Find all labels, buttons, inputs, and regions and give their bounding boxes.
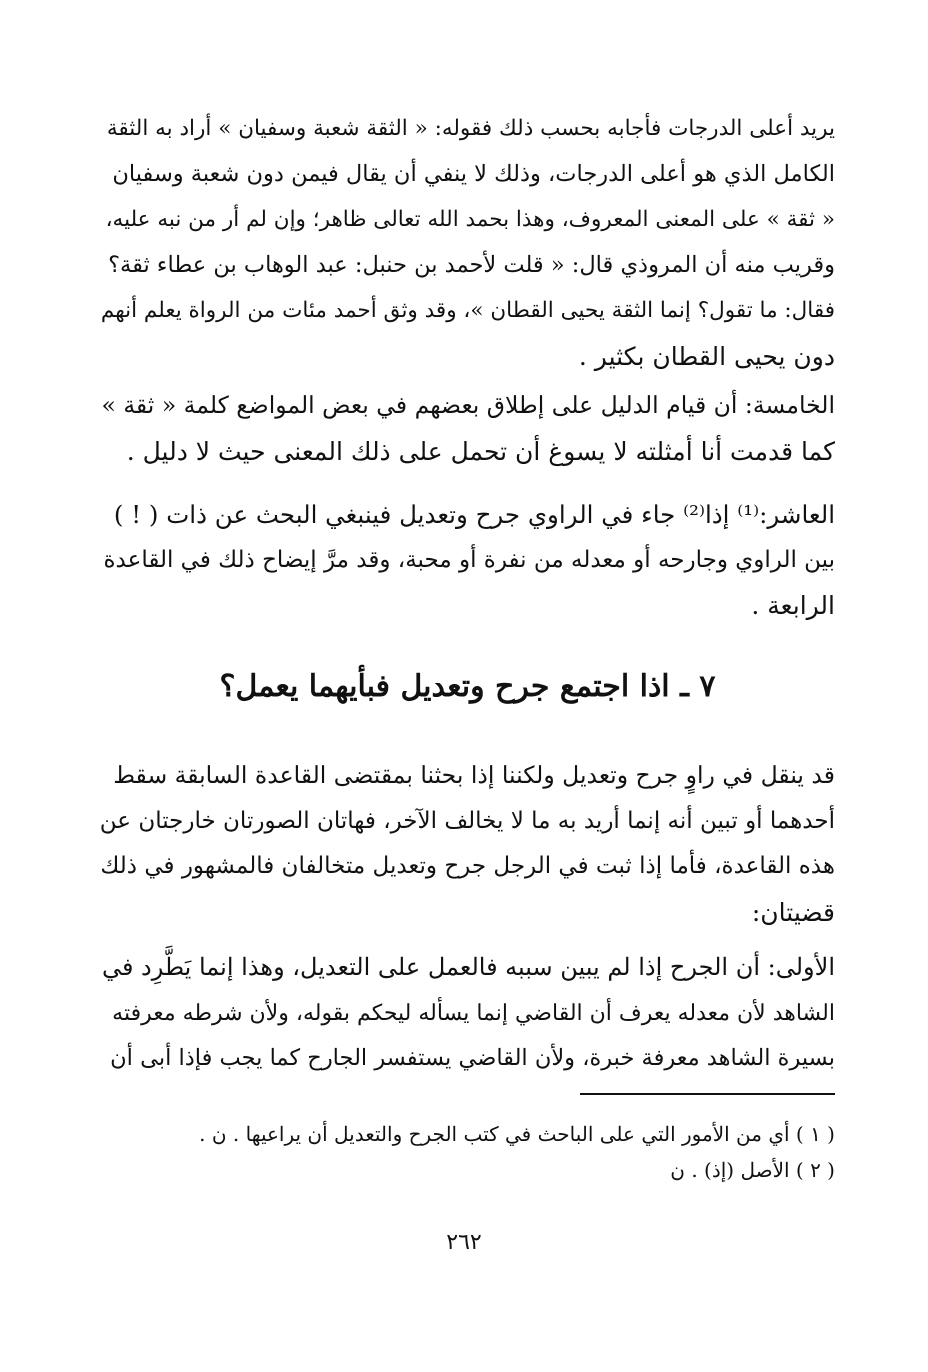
footnotes: [100, 1116, 835, 1188]
page-number: ٢٦٢: [446, 1230, 482, 1255]
text-line: « ثقة » على المعنى المعروف، وهذا بحمد الله تعالى ظاهر؛ وإن لم أر من نبه عليه،: [105, 207, 835, 232]
text-line: قد ينقل في راوٍ جرح وتعديل ولكننا إذا بحثنا بمقتضى القاعدة السابقة سقط: [113, 761, 835, 789]
footnote-1: ( ١ ) أي من الأمور التي على الباحث في كتب الجرح والتعديل أن يراعيها . ن .: [199, 1122, 835, 1146]
text-line: الخامسة: أن قيام الدليل على إطلاق بعضهم في بعض المواضع كلمة « ثقة »: [101, 391, 835, 419]
footnote-2: ( ٢ ) الأصل (إذ) . ن: [670, 1158, 835, 1182]
paragraph-intro: [100, 753, 835, 935]
text-line: الرابعة .: [751, 591, 835, 620]
text-line: أحدهما أو تبين أنه إنما أريد به ما لا يخالف الآخر، فهاتان الصورتان خارجتان عن: [100, 807, 835, 834]
footnote-divider: [580, 1093, 835, 1095]
text-line: يريد أعلى الدرجات فأجابه بحسب ذلك فقوله: « الثقة شعبة وسفيان » أراد به الثقة: [106, 116, 835, 141]
section-heading: ٧ ـ اذا اجتمع جرح وتعديل فبأيهما يعمل؟: [219, 669, 716, 704]
text-line: فقال: ما تقول؟ إنما الثقة يحيى القطان »، وقد وثق أحمد مئات من الرواة يعلم أنهم: [100, 298, 835, 323]
text-line: الشاهد لأن معدله يعرف أن القاضي إنما يسأله ليحكم بقوله، ولأن شرطه معرفته: [112, 1000, 835, 1026]
text-line: وقريب منه أن المروذي قال: « قلت لأحمد بن حنبل: عبد الوهاب بن عطاء ثقة؟: [108, 251, 835, 278]
text-line: دون يحيى القطان بكثير .: [578, 341, 835, 371]
paragraph-continuation: [100, 106, 835, 379]
text-line: العاشر:⁽¹⁾ إذا⁽²⁾ جاء في الراوي جرح وتعديل فينبغي البحث عن ذات ( ! ): [113, 500, 835, 529]
text-line: الكامل الذي هو أعلى الدرجات، وذلك لا ينفي أن يقال فيمن دون شعبة وسفيان: [112, 160, 835, 187]
paragraph-first-issue: [100, 945, 835, 1082]
paragraph-fifth: [100, 383, 835, 474]
text-line: هذه القاعدة، فأما إذا ثبت في الرجل جرح وتعديل متخالفان فالمشهور في ذلك: [100, 853, 835, 879]
text-line: قضيتان:: [751, 897, 835, 927]
text-line: بين الراوي وجارحه أو معدله من نفرة أو محبة، وقد مرَّ إيضاح ذلك في القاعدة: [103, 546, 835, 573]
text-line: كما قدمت أنا أمثلته لا يسوغ أن تحمل على ذلك المعنى حيث لا دليل .: [126, 436, 835, 466]
text-line: الأولى: أن الجرح إذا لم يبين سببه فالعمل على التعديل، وهذا إنما يَطَّرِد في: [101, 953, 835, 981]
text-line: بسيرة الشاهد معرفة خبرة، ولأن القاضي يستفسر الجارح كما يجب فإذا أبى أن: [110, 1045, 835, 1071]
paragraph-tenth: [100, 492, 835, 629]
